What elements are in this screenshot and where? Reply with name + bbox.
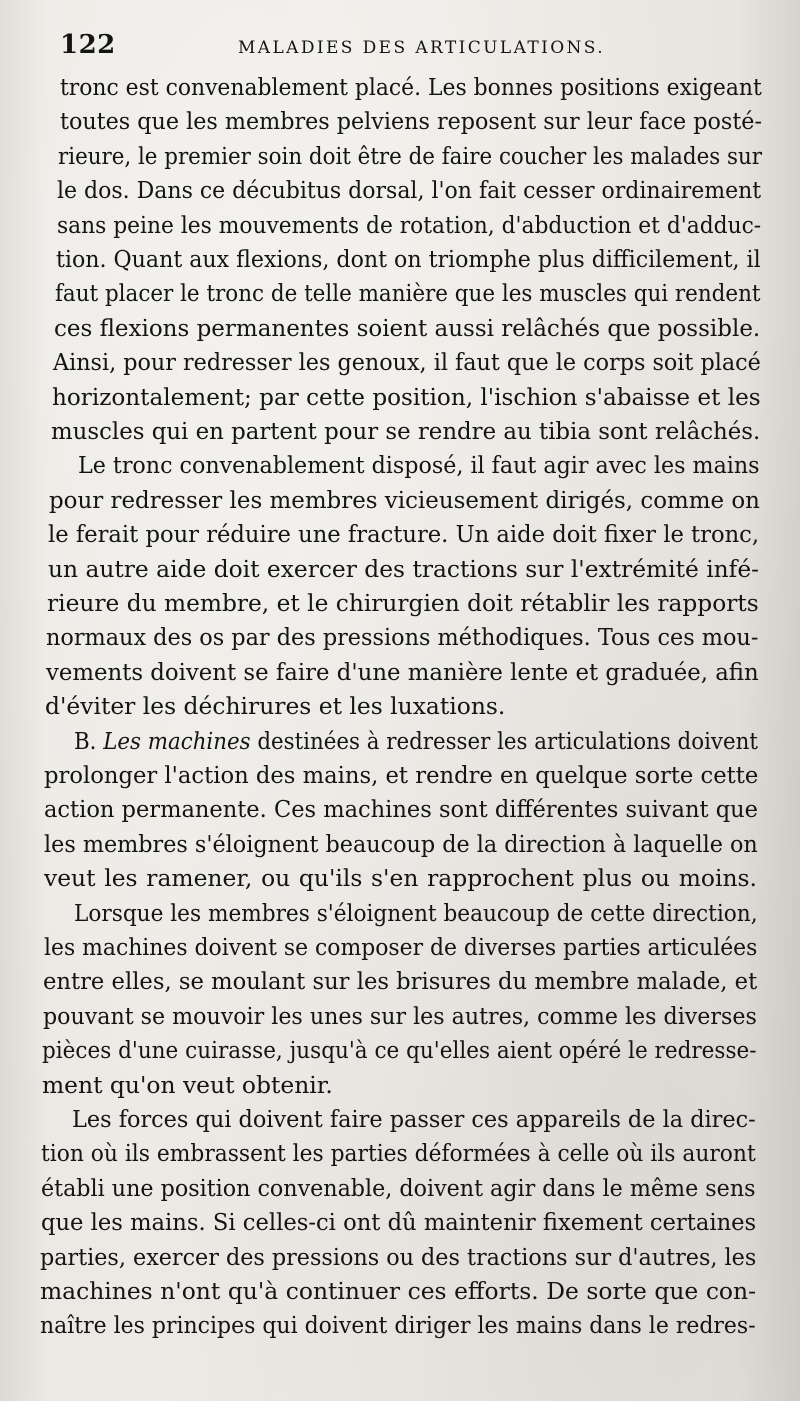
text-line: toutes que les membres pelviens reposent sur leur face posté- [60, 107, 762, 136]
text-line: pour redresser les membres vicieusement dirigés, comme on [49, 485, 760, 514]
section-label: B. [74, 726, 97, 755]
text-line: rieure, le premier soin doit être de faire coucher les malades sur [58, 141, 762, 170]
text-line: sans peine les mouvements de rotation, d'abduction et d'adduc- [57, 210, 762, 239]
text-line: un autre aide doit exercer des tractions sur l'extrémité infé- [48, 554, 760, 583]
text-line: rieure du membre, et le chirurgien doit rétablir les rapports [47, 589, 759, 617]
text-line-rest: destinées à redresser les articulations doivent [257, 726, 758, 755]
header-title: MALADIES DES ARTICULATIONS. [238, 38, 606, 58]
text-line: pièces d'une cuirasse, jusqu'à ce qu'elles aient opéré le redresse- [42, 1036, 757, 1065]
text-line: tion. Quant aux flexions, dont on triomphe plus difficilement, il [56, 245, 761, 273]
text-line: horizontalement; par cette position, l'ischion s'abaisse et les [52, 382, 761, 411]
text-line: que les mains. Si celles-ci ont dû maintenir fixement certaines [41, 1208, 757, 1237]
text-line: veut les ramener, ou qu'ils s'en rapprochent plus ou moins. [44, 864, 757, 893]
text-line: établi une position convenable, doivent agir dans le même sens [41, 1173, 756, 1202]
text-line: ment qu'on veut obtenir. [42, 1070, 333, 1099]
text-line: pouvant se mouvoir les unes sur les autres, comme les diverses [43, 1001, 757, 1030]
text-line: les membres s'éloignent beaucoup de la direction à laquelle on [44, 829, 758, 858]
text-line: Le tronc convenablement disposé, il faut agir avec les mains [78, 451, 760, 480]
text-line: ces flexions permanentes soient aussi relâchés que possible. [54, 313, 761, 342]
text-line: d'éviter les déchirures et les luxations. [45, 692, 506, 721]
text-line: Lorsque les membres s'éloignent beaucoup de cette direction, [74, 898, 758, 927]
text-line: prolonger l'action des mains, et rendre en quelque sorte cette [44, 761, 759, 789]
text-line: tronc est convenablement placé. Les bonnes positions exigeant [60, 73, 762, 101]
text-line: naître les principes qui doivent diriger les mains dans le redres- [40, 1311, 756, 1340]
text-line: machines n'ont qu'à continuer ces efforts. De sorte que con- [40, 1277, 756, 1305]
text-line: Les forces qui doivent faire passer ces appareils de la direc- [72, 1105, 756, 1133]
text-line: Ainsi, pour redresser les genoux, il faut que le corps soit placé [53, 348, 761, 377]
italic-term: Les machines [103, 726, 251, 755]
text-line: vements doivent se faire d'une manière lente et graduée, afin [46, 657, 759, 686]
text-line: faut placer le tronc de telle manière que les muscles qui rendent [55, 279, 761, 308]
text-line [74, 724, 758, 758]
text-line: parties, exercer des pressions ou des tractions sur d'autres, les [40, 1242, 757, 1271]
text-line: les machines doivent se composer de diverses parties articulées [44, 933, 758, 961]
running-head [60, 30, 760, 64]
text-line: le dos. Dans ce décubitus dorsal, l'on fait cesser ordinairement [57, 176, 762, 205]
page-number: 122 [60, 30, 116, 60]
text-line: normaux des os par des pressions méthodiques. Tous ces mou- [46, 623, 759, 652]
text-line: entre elles, se moulant sur les brisures du membre malade, et [43, 967, 758, 996]
text-line: tion où ils embrassent les parties déformées à celle où ils auront [41, 1139, 756, 1168]
text-line: action permanente. Ces machines sont différentes suivant que [44, 795, 758, 824]
text-line: le ferait pour réduire une fracture. Un aide doit fixer le tronc, [48, 520, 760, 549]
text-line: muscles qui en partent pour se rendre au tibia sont relâchés. [51, 417, 761, 445]
